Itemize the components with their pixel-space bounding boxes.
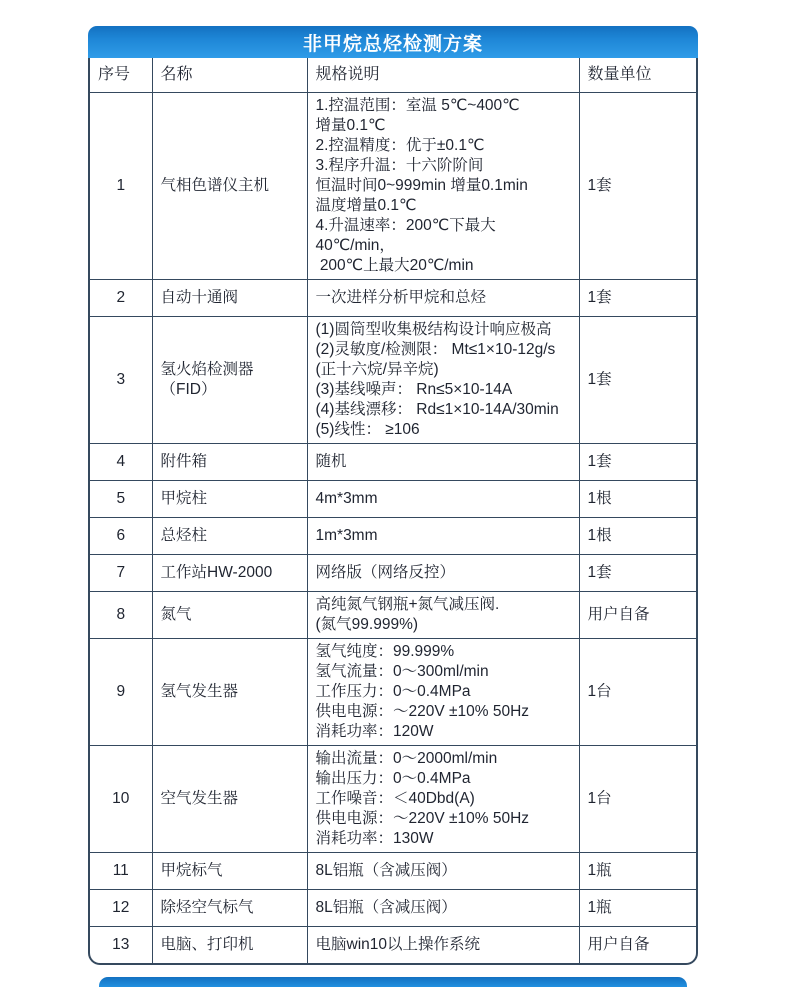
cell-item-name: 甲烷柱 [152, 481, 307, 518]
spec-line: 消耗功率：120W [315, 723, 434, 740]
next-section-bar [99, 977, 687, 987]
cell-item-quantity: 1瓶 [579, 890, 696, 927]
spec-line: (4)基线漂移： Rd≤1×10-14A/30min [315, 401, 559, 418]
spec-line: 8L铝瓶（含减压阀） [315, 899, 457, 916]
cell-item-quantity: 1根 [579, 481, 696, 518]
cell-item-name: 氢气发生器 [152, 639, 307, 746]
cell-item-name: 除烃空气标气 [152, 890, 307, 927]
spec-line: 1.控温范围：室温 5℃~400℃ [315, 97, 520, 114]
spec-line: 恒温时间0~999min 增量0.1min [315, 177, 528, 194]
cell-item-spec [307, 481, 579, 518]
table-row [90, 317, 696, 444]
spec-line: 2.控温精度：优于±0.1℃ [315, 137, 485, 154]
spec-table-panel [88, 26, 698, 987]
spec-line: 一次进样分析甲烷和总烃 [315, 289, 487, 306]
cell-item-quantity: 1瓶 [579, 853, 696, 890]
cell-item-spec [307, 890, 579, 927]
table-row [90, 280, 696, 317]
table-title-bar [88, 26, 698, 58]
spec-line: 3.程序升温：十六阶阶间 [315, 157, 484, 174]
spec-line: 网络版（网络反控） [315, 564, 456, 581]
spec-line: 工作噪音：＜40Dbd(A) [315, 790, 475, 807]
table-row [90, 93, 696, 280]
spec-line: (5)线性： ≥106 [315, 421, 420, 438]
table-row [90, 444, 696, 481]
cell-row-number: 3 [90, 317, 152, 444]
cell-row-number: 2 [90, 280, 152, 317]
cell-item-name: 甲烷标气 [152, 853, 307, 890]
spec-line: 输出压力：0～0.4MPa [315, 770, 471, 787]
cell-item-quantity: 用户自备 [579, 592, 696, 639]
col-header-name: 名称 [152, 58, 307, 93]
table-row [90, 639, 696, 746]
cell-item-quantity: 1根 [579, 518, 696, 555]
spec-line: 随机 [315, 453, 347, 470]
cell-item-spec [307, 639, 579, 746]
cell-item-spec [307, 518, 579, 555]
cell-row-number: 10 [90, 746, 152, 853]
cell-item-name: 氢火焰检测器（FID） [152, 317, 307, 444]
cell-item-name: 总烃柱 [152, 518, 307, 555]
cell-item-quantity: 1套 [579, 317, 696, 444]
cell-item-spec [307, 555, 579, 592]
table-row [90, 890, 696, 927]
cell-item-spec [307, 853, 579, 890]
spec-line: 1m*3mm [315, 527, 378, 544]
table-row [90, 518, 696, 555]
table-row [90, 853, 696, 890]
spec-line: (2)灵敏度/检测限： Mt≤1×10-12g/s [315, 341, 556, 358]
cell-item-quantity: 1台 [579, 746, 696, 853]
cell-row-number: 4 [90, 444, 152, 481]
spec-line: (正十六烷/异辛烷) [315, 361, 439, 378]
spec-line: (1)圆筒型收集极结构设计响应极高 [315, 321, 552, 338]
spec-line: 高纯氮气钢瓶+氮气减压阀. [315, 596, 500, 613]
spec-line: 4m*3mm [315, 490, 378, 507]
cell-row-number: 6 [90, 518, 152, 555]
cell-row-number: 1 [90, 93, 152, 280]
spec-line: 供电电源：～220V ±10% 50Hz [315, 810, 530, 827]
table-row [90, 927, 696, 964]
spec-line: (氮气99.999%) [315, 616, 419, 633]
table-box [88, 58, 698, 965]
cell-item-spec [307, 93, 579, 280]
spec-line: 消耗功率：130W [315, 830, 434, 847]
table-row [90, 746, 696, 853]
cell-row-number: 8 [90, 592, 152, 639]
cell-item-name: 工作站HW-2000 [152, 555, 307, 592]
cell-item-spec [307, 592, 579, 639]
cell-item-name: 自动十通阀 [152, 280, 307, 317]
table-title: 非甲烷总烃检测方案 [302, 33, 483, 55]
spec-line: 电脑win10以上操作系统 [315, 936, 480, 953]
col-header-spec: 规格说明 [307, 58, 579, 93]
col-header-qty: 数量单位 [579, 58, 696, 93]
cell-row-number: 12 [90, 890, 152, 927]
cell-item-name: 附件箱 [152, 444, 307, 481]
cell-item-name: 气相色谱仪主机 [152, 93, 307, 280]
spec-line: 8L铝瓶（含减压阀） [315, 862, 457, 879]
spec-line: 增量0.1℃ [315, 117, 386, 134]
cell-item-quantity: 1台 [579, 639, 696, 746]
cell-item-quantity: 1套 [579, 444, 696, 481]
table-body [90, 93, 696, 964]
spec-line: 氢气纯度：99.999% [315, 643, 455, 660]
cell-item-name: 氮气 [152, 592, 307, 639]
cell-item-name: 电脑、打印机 [152, 927, 307, 964]
cell-item-quantity: 用户自备 [579, 927, 696, 964]
cell-row-number: 13 [90, 927, 152, 964]
header-row [90, 58, 696, 93]
cell-item-quantity: 1套 [579, 555, 696, 592]
cell-item-spec [307, 317, 579, 444]
spec-line: 工作压力：0～0.4MPa [315, 683, 471, 700]
cell-row-number: 7 [90, 555, 152, 592]
spec-line: (3)基线噪声： Rn≤5×10-14A [315, 381, 513, 398]
col-header-no: 序号 [90, 58, 152, 93]
cell-row-number: 11 [90, 853, 152, 890]
spec-line: 温度增量0.1℃ [315, 197, 417, 214]
cell-item-quantity: 1套 [579, 93, 696, 280]
spec-line: 氢气流量：0～300ml/min [315, 663, 489, 680]
spec-line: 输出流量：0～2000ml/min [315, 750, 498, 767]
cell-item-quantity: 1套 [579, 280, 696, 317]
table-row [90, 481, 696, 518]
cell-item-spec [307, 280, 579, 317]
spec-line: 供电电源：～220V ±10% 50Hz [315, 703, 530, 720]
table-row [90, 592, 696, 639]
spec-line: 4.升温速率：200℃下最大40℃/min， [315, 217, 496, 254]
cell-item-spec [307, 444, 579, 481]
cell-item-spec [307, 746, 579, 853]
cell-row-number: 9 [90, 639, 152, 746]
cell-row-number: 5 [90, 481, 152, 518]
cell-item-spec [307, 927, 579, 964]
cell-item-name: 空气发生器 [152, 746, 307, 853]
spec-line: 200℃上最大20℃/min [315, 257, 474, 274]
spec-table [90, 58, 696, 963]
table-row [90, 555, 696, 592]
